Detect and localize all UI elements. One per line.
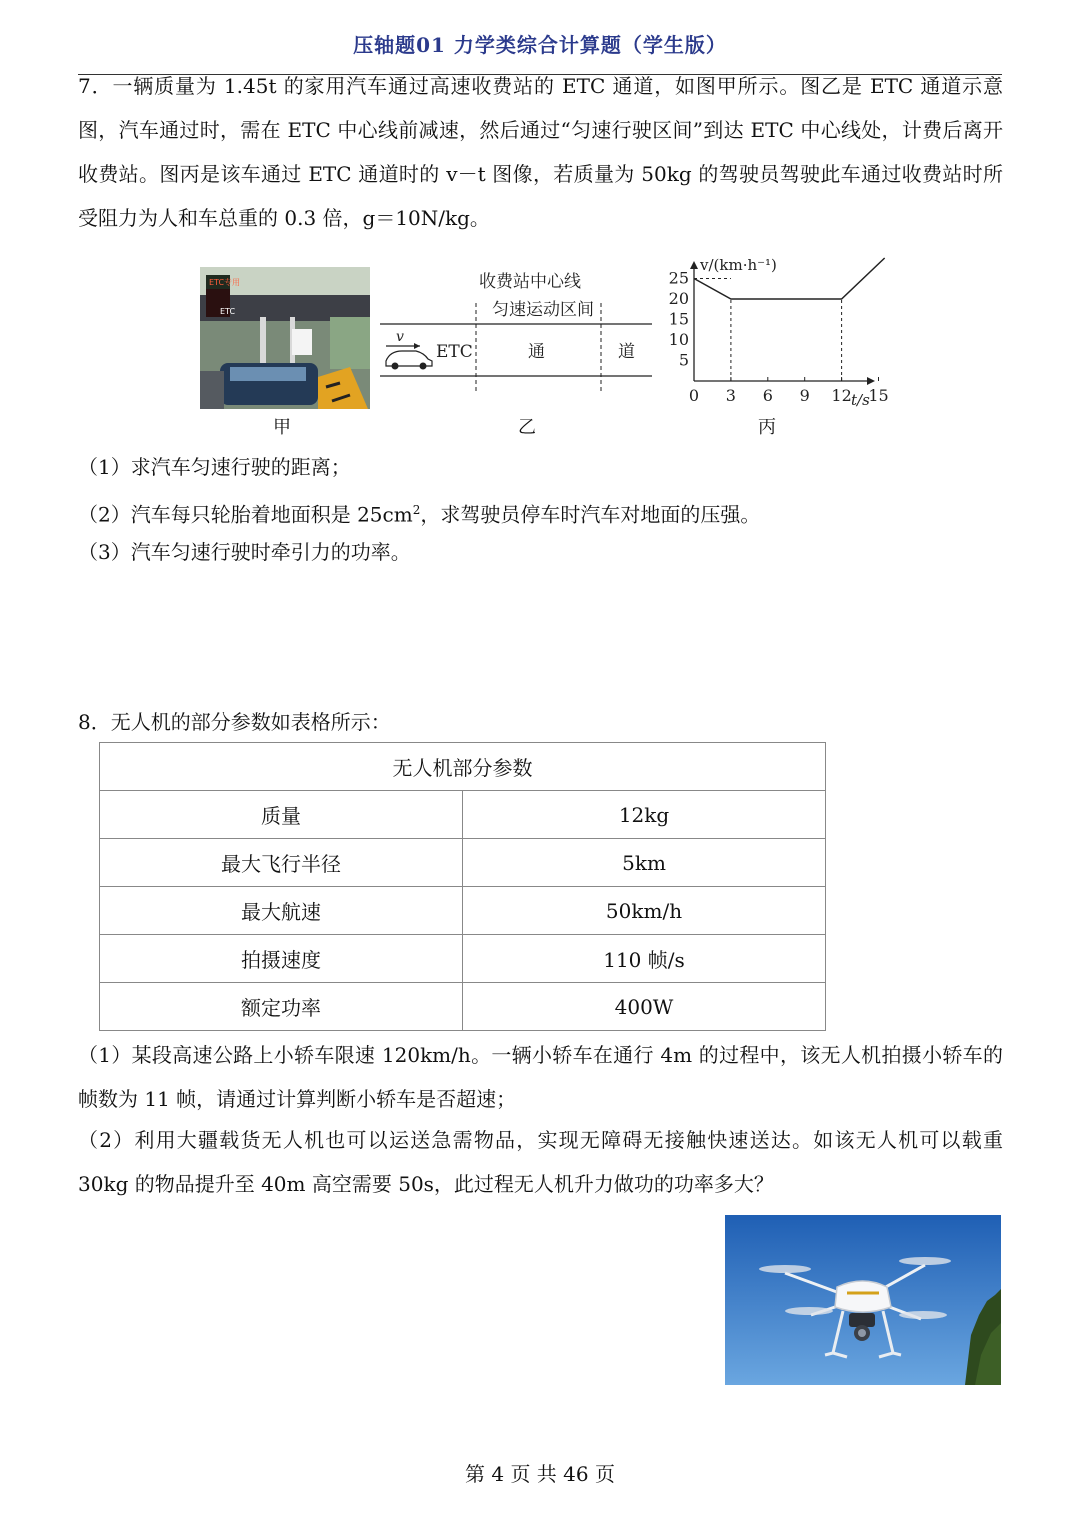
param-name: 最大飞行半径 [100,839,463,887]
lane-tong-label: 通 [528,342,545,362]
x-tick-label: 0 [688,386,700,405]
table-caption: 无人机部分参数 [100,743,826,791]
velocity-v-label: v [396,329,404,345]
q7-sub2-text-b: ，求驾驶员停车时汽车对地面的压强。 [420,502,761,527]
vt-chart [664,255,889,415]
q7-sub1: （1）求汽车匀速行驶的距离； [78,455,351,479]
q7-figures [200,255,890,445]
table-caption-row [100,743,826,791]
table-row [100,983,826,1031]
x-tick-label: 12 [831,386,852,405]
fig-label-bing: 丙 [758,417,776,438]
table-row [100,791,826,839]
q7-sub2-sup: 2 [412,503,421,517]
q8-sub2-text: （2）利用大疆载货无人机也可以运送急需物品，实现无障碍无接触快速送达。如该无人机可以载重 30kg 的物品提升至 40m 高空需要 50s，此过程无人机升力做功的功率多大？ [78,1128,1003,1196]
q8-intro: 8．无人机的部分参数如表格所示： [78,710,391,734]
center-line-label: 收费站中心线 [479,272,581,292]
lane-dao-label: 道 [618,342,635,362]
y-tick-label: 10 [668,330,689,349]
chart-xlabel: t/s [851,391,870,409]
param-value: 12kg [463,791,826,839]
page-title: 压轴题01 力学类综合计算题（学生版） [353,33,727,57]
q8-sub2 [78,1118,1003,1206]
y-tick-label: 25 [668,268,689,288]
x-axis-arrow [867,377,875,385]
q7-number: 7． [78,74,113,98]
x-tick-label: 6 [762,386,773,405]
chart-ylabel: v/(km·h⁻¹) [700,256,777,274]
param-value: 50km/h [463,887,826,935]
etc-label: ETC [436,342,473,362]
param-name: 拍摄速度 [100,935,463,983]
uniform-zone-label: 匀速运动区间 [492,300,594,320]
photo-sign-2: ETC [220,307,236,316]
fig-label-jia: 甲 [273,417,291,438]
param-name: 额定功率 [100,983,463,1031]
table-row [100,935,826,983]
question-7 [78,64,1003,240]
y-tick-label: 15 [668,309,689,329]
photo-sign-1: ETC专用 [209,278,241,287]
q7-text: 一辆质量为 1.45t 的家用汽车通过高速收费站的 ETC 通道，如图甲所示。图乙是 ETC 通道示意图，汽车通过时，需在 ETC 中心线前减速，然后通过“匀速行驶区间”到达 ETC 中心线处，计费后离开收费站。图丙是该车通过 ETC 通道时的 v－t 图像，若质量为 50kg 的驾驶员驾驶此车通过收费站时所受阻力为人和车总重的 0.3 倍，g＝10N/kg。 [78,74,1003,230]
table-row [100,887,826,935]
fig-label-yi: 乙 [518,417,536,438]
param-value: 5km [463,839,826,887]
drone-photo [725,1215,1001,1385]
q8-sub1-text: （1）某段高速公路上小轿车限速 120km/h。一辆小轿车在通行 4m 的过程中，该无人机拍摄小轿车的帧数为 11 帧，请通过计算判断小轿车是否超速； [78,1043,1003,1111]
param-name: 质量 [100,791,463,839]
x-tick-label: 3 [725,386,736,405]
x-tick-label: 15 [868,386,889,405]
y-tick-label: 5 [678,350,689,370]
param-name: 最大航速 [100,887,463,935]
page-footer: 第 4 页 共 46 页 [465,1462,615,1486]
x-tick-label: 9 [799,386,810,405]
drone-params-table [99,742,826,1031]
param-value: 110 帧/s [463,935,826,983]
table-row [100,839,826,887]
y-axis-arrow [690,261,698,269]
param-value: 400W [463,983,826,1031]
y-tick-label: 20 [668,289,689,308]
q7-sub3: （3）汽车匀速行驶时牵引力的功率。 [78,540,411,564]
etc-photo [200,267,370,409]
q7-sub2 [78,495,760,530]
q8-sub1 [78,1033,1003,1121]
etc-lane-diagram [380,267,660,409]
q7-sub2-text-a: （2）汽车每只轮胎着地面积是 25cm [78,502,413,527]
